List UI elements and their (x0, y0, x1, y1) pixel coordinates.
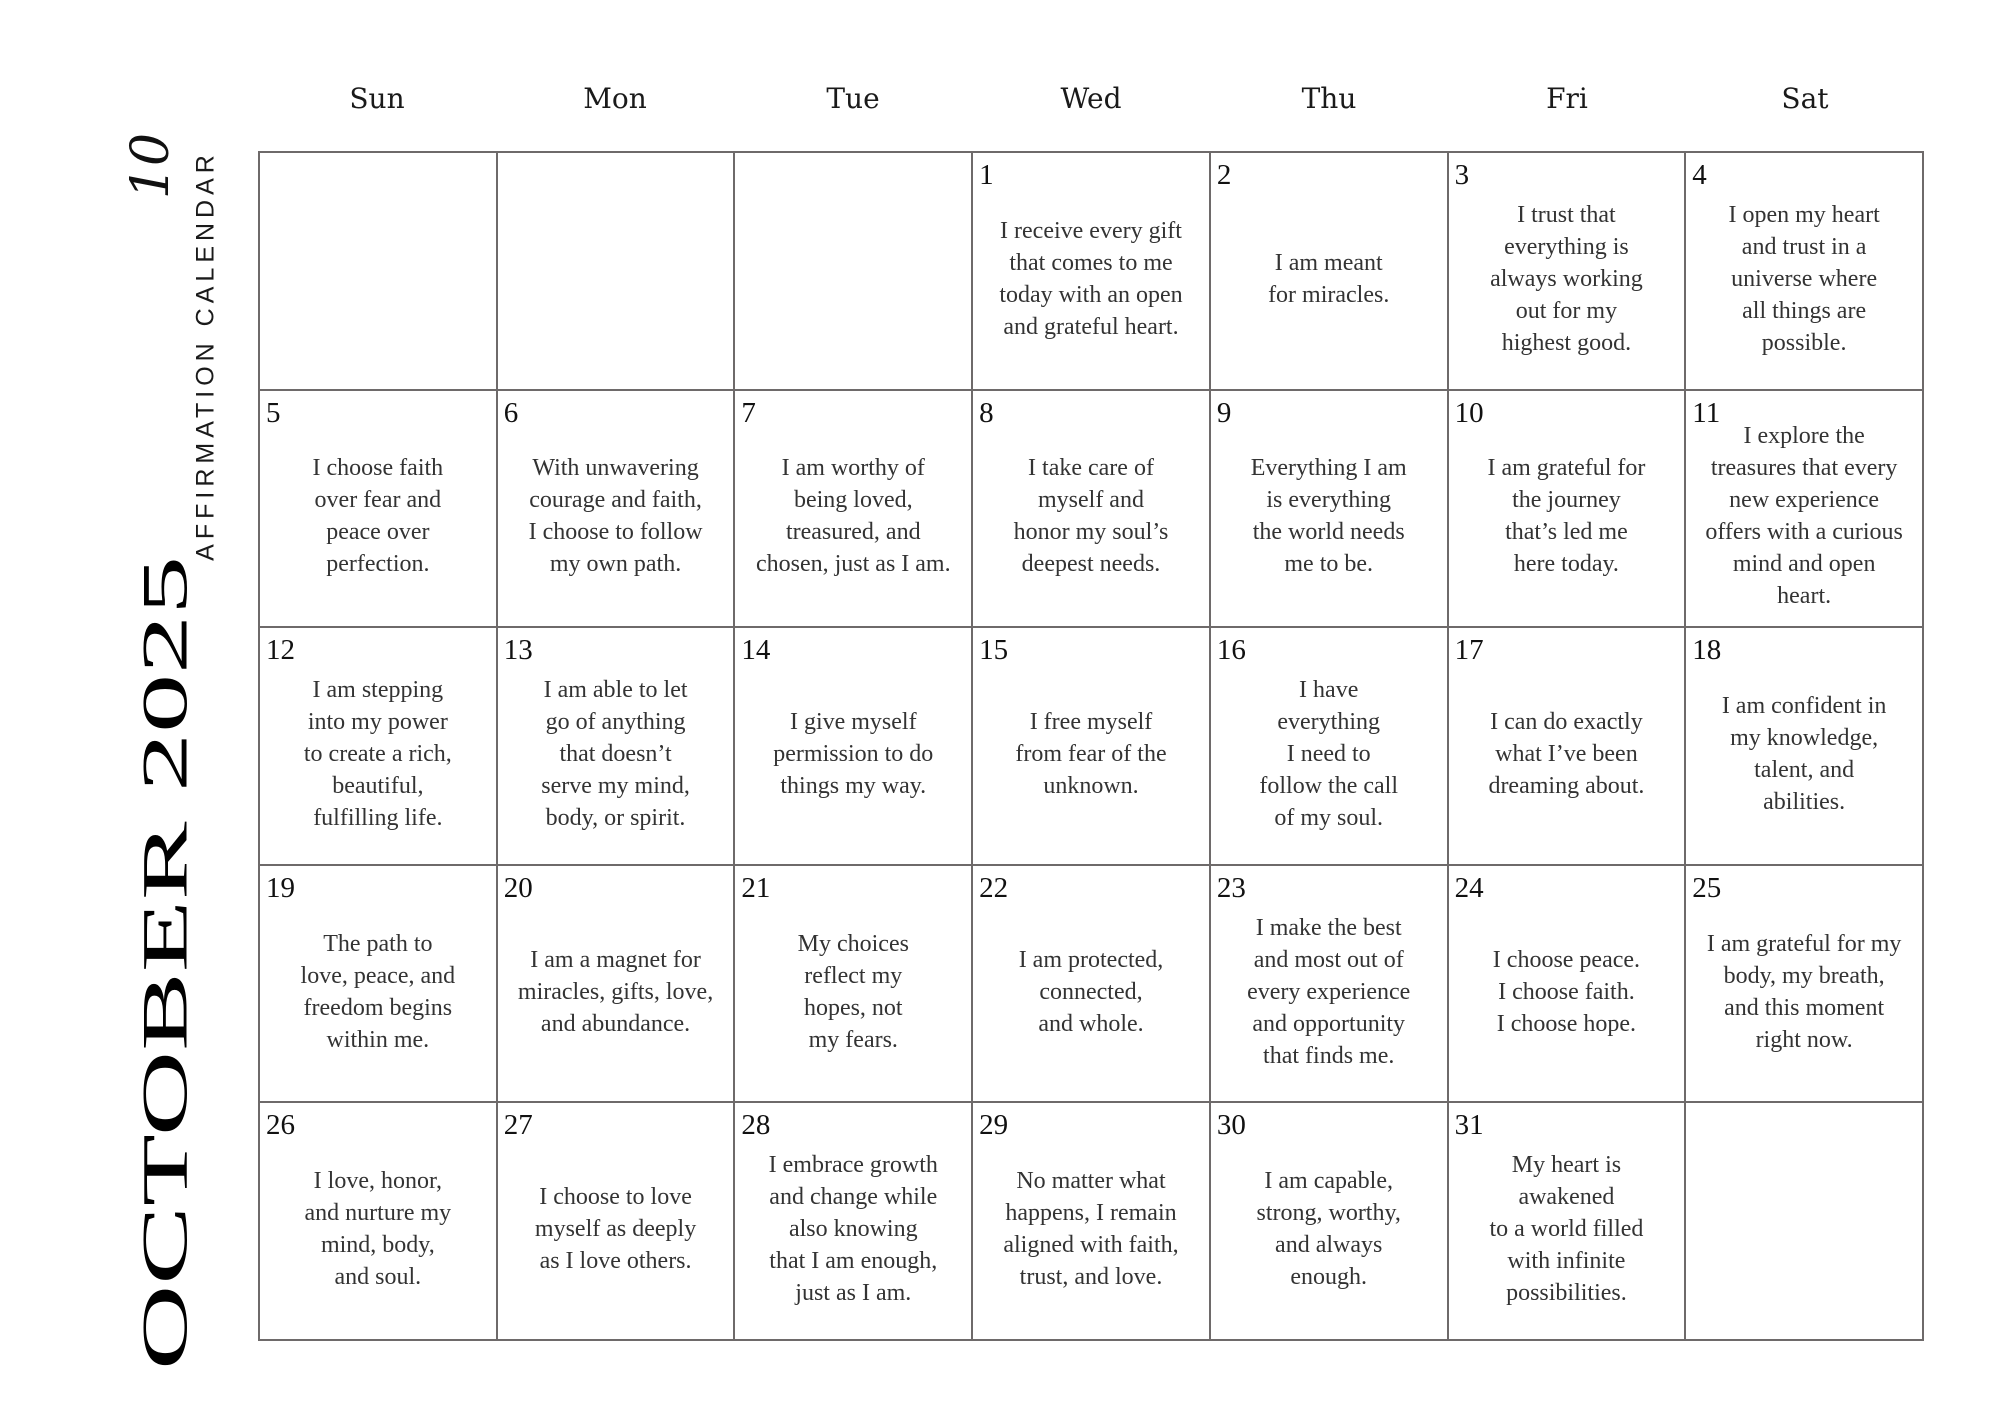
empty-day-cell (735, 153, 973, 391)
day-number: 8 (979, 396, 994, 429)
day-cell-16 (1211, 628, 1449, 866)
day-cell-9 (1211, 391, 1449, 629)
weekday-mon: Mon (583, 82, 647, 115)
day-number: 14 (741, 634, 771, 667)
affirmation-text: I am capable, strong, worthy, and always enough. (1256, 1168, 1401, 1291)
day-number: 2 (1216, 159, 1232, 191)
day-number: 26 (266, 1109, 295, 1142)
affirmation-text: I am worthy of being loved, treasured, and chosen, just as I am. (755, 455, 951, 578)
day-number: 19 (266, 871, 295, 904)
weekday-sun: Sun (349, 82, 405, 115)
day-cell-3 (1449, 153, 1687, 391)
day-cell-12 (260, 628, 498, 866)
weekday-wed: Wed (1060, 82, 1122, 115)
day-cell-17 (1449, 628, 1687, 866)
day-cell-29 (973, 1103, 1211, 1341)
affirmation-text: I am confident in my knowledge, talent, and abilities. (1721, 692, 1887, 815)
affirmation-text: I give myself permission to do things my way. (773, 708, 934, 799)
day-cell-18 (1686, 628, 1924, 866)
day-cell-25 (1686, 866, 1924, 1104)
day-cell-20 (498, 866, 736, 1104)
day-number: 6 (503, 396, 519, 429)
weekday-header-row (258, 82, 1924, 122)
day-number: 13 (503, 634, 533, 667)
empty-day-cell (260, 153, 498, 391)
affirmation-text: I am grateful for my body, my breath, and this moment right now. (1706, 930, 1902, 1053)
day-cell-19 (260, 866, 498, 1104)
day-cell-22 (973, 866, 1211, 1104)
day-number: 22 (979, 871, 1009, 904)
day-number: 16 (1216, 634, 1246, 667)
weekday-fri: Fri (1546, 82, 1588, 115)
day-number: 21 (741, 871, 771, 904)
weekday-tue: Tue (826, 82, 880, 115)
weekday-thu: Thu (1301, 82, 1357, 115)
calendar-grid (258, 151, 1924, 1341)
day-number: 20 (503, 871, 533, 904)
affirmation-text: I explore the treasures that every new experience offers with a curious mind and open heart. (1705, 423, 1903, 610)
day-number: 25 (1692, 871, 1722, 904)
day-cell-2 (1211, 153, 1449, 391)
affirmation-text: I choose peace. I choose faith. I choose hope. (1492, 946, 1641, 1037)
calendar-subtitle: AFFIRMATION CALENDAR (191, 150, 220, 561)
day-number: 28 (741, 1109, 771, 1142)
day-number: 4 (1692, 159, 1707, 191)
affirmation-text: I take care of myself and honor my soul’s deepest needs. (1013, 455, 1169, 578)
day-number: 1 (979, 159, 994, 191)
affirmation-text: I open my heart and trust in a universe where all things are possible. (1728, 201, 1880, 356)
affirmation-text: I am able to let go of anything that doesn’t serve my mind, body, or spirit. (541, 676, 690, 831)
month-number: 10 (121, 132, 182, 200)
day-number: 24 (1454, 871, 1484, 904)
day-cell-30 (1211, 1103, 1449, 1341)
day-cell-31 (1449, 1103, 1687, 1341)
affirmation-text: I am meant for miracles. (1268, 249, 1390, 308)
affirmation-text: My choices reflect my hopes, not my fears. (797, 930, 909, 1053)
affirmation-text: The path to love, peace, and freedom begins within me. (300, 930, 456, 1053)
affirmation-text: I make the best and most out of every experience and opportunity that finds me. (1247, 914, 1411, 1069)
affirmation-text: I am grateful for the journey that’s led me here today. (1487, 455, 1646, 578)
affirmation-text: I free myself from fear of the unknown. (1015, 708, 1167, 799)
affirmation-text: I embrace growth and change while also knowing that I am enough, just as I am. (768, 1152, 938, 1307)
weekday-sat: Sat (1781, 82, 1829, 115)
day-cell-11 (1686, 391, 1924, 629)
day-cell-28 (735, 1103, 973, 1341)
affirmation-text: My heart is awakened to a world filled with infinite possibilities. (1489, 1152, 1644, 1307)
day-cell-23 (1211, 866, 1449, 1104)
affirmation-text: I trust that everything is always working out for my highest good. (1490, 201, 1643, 356)
day-number: 30 (1216, 1109, 1246, 1142)
affirmation-text: I receive every gift that comes to me today with an open and grateful heart. (999, 217, 1183, 340)
day-cell-13 (498, 628, 736, 866)
affirmation-text: I am stepping into my power to create a rich, beautiful, fulfilling life. (303, 676, 452, 831)
affirmation-text: I choose faith over fear and peace over perfection. (312, 455, 444, 578)
day-cell-14 (735, 628, 973, 866)
day-cell-10 (1449, 391, 1687, 629)
day-cell-8 (973, 391, 1211, 629)
empty-day-cell (1686, 1103, 1924, 1341)
day-number: 7 (741, 396, 756, 429)
affirmation-text: I choose to love myself as deeply as I love others. (534, 1184, 697, 1275)
day-number: 9 (1216, 396, 1232, 429)
day-number: 3 (1454, 159, 1470, 191)
affirmation-text: With unwavering courage and faith, I choose to follow my own path. (528, 455, 703, 578)
day-number: 11 (1692, 396, 1721, 429)
day-number: 17 (1454, 634, 1484, 667)
affirmation-text: I love, honor, and nurture my mind, body, and soul. (304, 1168, 452, 1291)
day-cell-21 (735, 866, 973, 1104)
day-cell-4 (1686, 153, 1924, 391)
day-cell-5 (260, 391, 498, 629)
day-number: 15 (979, 634, 1009, 667)
day-number: 31 (1454, 1109, 1484, 1142)
affirmation-text: I am protected, connected, and whole. (1018, 946, 1164, 1037)
affirmation-text: No matter what happens, I remain aligned with faith, trust, and love. (1003, 1168, 1179, 1291)
affirmation-text: I am a magnet for miracles, gifts, love, and abundance. (517, 946, 714, 1037)
day-number: 5 (266, 396, 281, 429)
day-cell-27 (498, 1103, 736, 1341)
affirmation-text: Everything I am is everything the world needs me to be. (1250, 455, 1407, 578)
day-number: 27 (503, 1109, 533, 1142)
day-cell-6 (498, 391, 736, 629)
day-cell-1 (973, 153, 1211, 391)
day-number: 12 (266, 634, 295, 667)
day-number: 23 (1216, 871, 1246, 904)
day-cell-15 (973, 628, 1211, 866)
day-number: 18 (1692, 634, 1722, 667)
month-year-title: OCTOBER 2025 (128, 555, 201, 1370)
affirmation-text: I have everything I need to follow the call of my soul. (1259, 676, 1399, 831)
affirmation-text: I can do exactly what I’ve been dreaming about. (1488, 708, 1645, 799)
day-number: 10 (1454, 396, 1484, 429)
day-cell-24 (1449, 866, 1687, 1104)
day-cell-7 (735, 391, 973, 629)
day-cell-26 (260, 1103, 498, 1341)
day-number: 29 (979, 1109, 1009, 1142)
empty-day-cell (498, 153, 736, 391)
